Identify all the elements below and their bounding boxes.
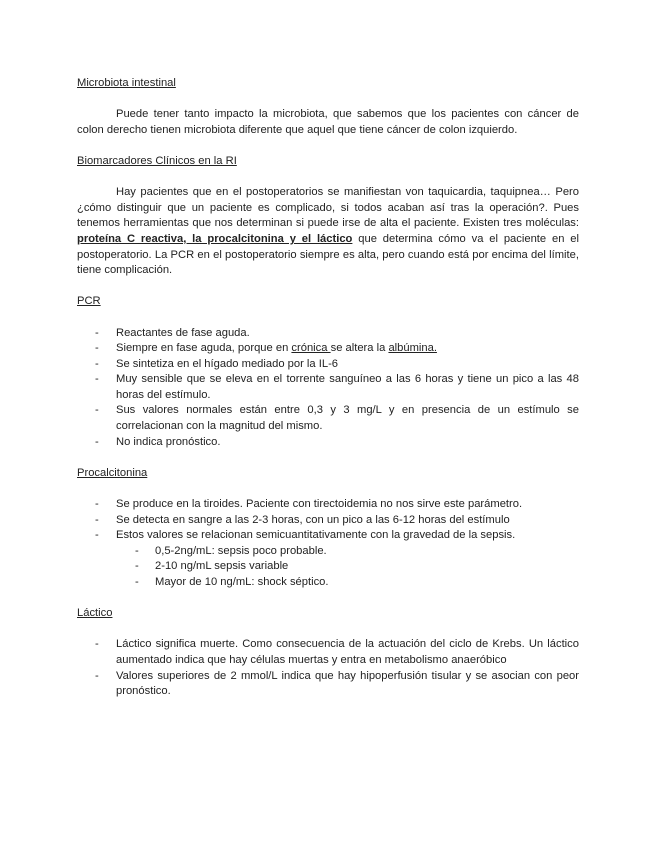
list-item: - Se produce en la tiroides. Paciente con tirectoidemia no nos sirve este parámetro.: [77, 497, 579, 513]
sublist-item: - Mayor de 10 ng/mL: shock séptico.: [116, 575, 579, 591]
list-item: - Reactantes de fase aguda.: [77, 326, 579, 342]
underlined-term-albumina: albúmina.: [388, 342, 437, 355]
list-item: - Sus valores normales están entre 0,3 y 3 mg/L y en presencia de un estímulo se correlacionan con la magnitud del mismo.: [77, 403, 579, 434]
list-item: [77, 528, 579, 590]
heading-microbiota: Microbiota intestinal: [77, 77, 176, 89]
list-procalcitonina: [77, 497, 579, 591]
sublist-item: - 2-10 ng/mL sepsis variable: [116, 559, 579, 575]
list-item-text: Estos valores se relacionan semicuantitativamente con la gravedad de la sepsis.: [116, 529, 516, 542]
list-lactico: [77, 637, 579, 699]
paragraph-biomarcadores-part1: Hay pacientes que en el postoperatorios se manifiestan von taquicardia, taquipnea… Pero ¿cómo distinguir que un paciente es complicado, si todos acaban así tras la operación?. Pues tenemos herramientas que nos determinan si puede irse de alta el paciente. Existen tres moléculas:: [77, 186, 579, 230]
paragraph-biomarcadores-part2: que determina cómo va el paciente en el postoperatorio. La PCR en el postoperatorio siempre es alta, pero cuando está por encima del límite, tiene complicación.: [77, 232, 579, 277]
paragraph-biomarcadores: [77, 185, 579, 279]
sublist-procalcitonina-values: [116, 544, 579, 591]
list-item: [77, 341, 579, 357]
sublist-item: - 0,5-2ng/mL: sepsis poco probable.: [116, 544, 579, 560]
heading-pcr: PCR: [77, 295, 101, 308]
list-item: - No indica pronóstico.: [77, 435, 579, 451]
list-item-text: se altera la: [330, 342, 389, 355]
list-item: - Se sintetiza en el hígado mediado por la IL-6: [77, 357, 579, 373]
list-item: - Se detecta en sangre a las 2-3 horas, con un pico a las 6-12 horas del estímulo: [77, 513, 579, 529]
list-item: - Muy sensible que se eleva en el torrente sanguíneo a las 6 horas y tiene un pico a las 48 horas del estímulo.: [77, 372, 579, 403]
list-item: - Láctico significa muerte. Como consecuencia de la actuación del ciclo de Krebs. Un láctico aumentado indica que hay células muertas y entra en metabolismo anaeróbico: [77, 637, 579, 668]
list-pcr: [77, 326, 579, 451]
underlined-term-cronica: crónica: [291, 342, 331, 355]
paragraph-microbiota: Puede tener tanto impacto la microbiota, que sabemos que los pacientes con cáncer de colon derecho tienen microbiota diferente que aquel que tiene cáncer de colon izquierdo.: [77, 108, 579, 136]
heading-biomarcadores: Biomarcadores Clínicos en la RI: [77, 154, 237, 167]
heading-procalcitonina: Procalcitonina: [77, 466, 148, 479]
list-item: - Valores superiores de 2 mmol/L indica que hay hipoperfusión tisular y se asocian con peor pronóstico.: [77, 669, 579, 700]
document-body: [77, 76, 579, 715]
paragraph-biomarcadores-highlight: proteína C reactiva, la procalcitonina y el láctico: [77, 232, 353, 245]
heading-lactico: Láctico: [77, 607, 113, 620]
list-item-text: Siempre en fase aguda, porque en: [116, 342, 292, 355]
